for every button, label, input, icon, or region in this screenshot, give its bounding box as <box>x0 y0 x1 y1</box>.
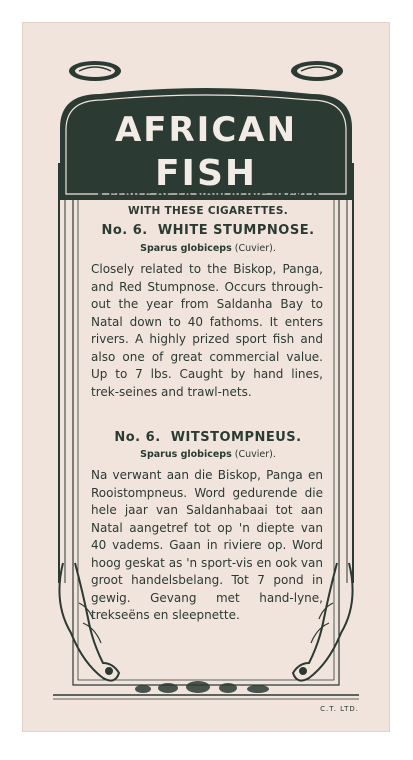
afrikaans-species-latin: Sparus globiceps <box>140 449 232 460</box>
afrikaans-species <box>83 449 333 460</box>
english-description: Closely related to the Biskop, Panga, and Red Stumpnose. Occurs through-out the year from Saldanha Bay to Natal down to 40 fathoms. It enters rivers. A highly prized sport fish and also one of great commercial value. Up to 7 lbs. Caught by hand lines, trek-seines and trawl-nets. <box>91 262 323 399</box>
english-species-latin: Sparus globiceps <box>140 243 232 254</box>
title-line-2: FISH <box>154 153 258 194</box>
afrikaans-species-author: (Cuvier). <box>234 449 276 460</box>
shell-ornament-left <box>69 61 121 81</box>
title-banner <box>60 88 352 206</box>
title-line-1: AFRICAN <box>114 110 298 150</box>
cigarette-card <box>23 23 389 731</box>
english-heading <box>83 223 333 238</box>
afrikaans-heading <box>83 430 333 445</box>
english-name: WHITE STUMPNOSE. <box>157 223 315 238</box>
english-species-author: (Cuvier). <box>234 243 276 254</box>
afrikaans-description: Na verwant aan die Biskop, Panga en Rooistompneus. Word gedurende die hele jaar van Saldanhabaai tot aan Natal aangetref tot op 'n diepte van 40 vadems. Gaan in riviere op. Word hoog geskat as 'n sport-vis en ook van groot handelsbelang. Tot 7 pond in gewig. Gevang met hand-lyne, trekseëns en sleepnette. <box>91 468 323 622</box>
afrikaans-name: WITSTOMPNEUS. <box>170 430 302 445</box>
printer-mark: C.T. LTD. <box>320 705 359 713</box>
english-species <box>83 243 333 254</box>
series-text: A SERIES OF 50 NOW BEING PACKED WITH THESE CIGARETTES. <box>96 191 320 217</box>
afrikaans-number: No. 6. <box>114 430 161 445</box>
english-number: No. 6. <box>101 223 148 238</box>
shell-ornament-right <box>291 61 343 81</box>
